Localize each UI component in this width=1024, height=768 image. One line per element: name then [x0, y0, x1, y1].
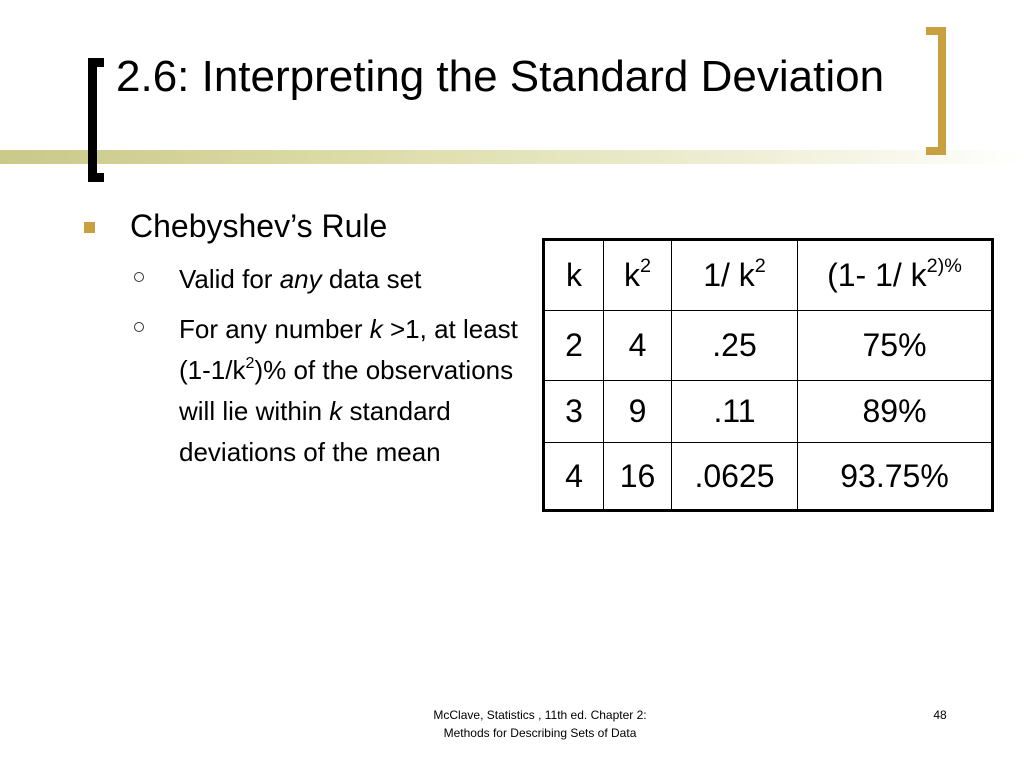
text-run: data set [321, 264, 422, 294]
title-decor-band [0, 150, 1024, 164]
table-cell: 75% [798, 311, 993, 381]
header-cell: (1- 1/ $k^{2)\%}$ [798, 240, 993, 311]
text-run: For any number [179, 314, 370, 344]
ring-bullet-icon [134, 322, 144, 332]
table-cell: .0625 [672, 443, 798, 511]
footer-line: Methods for Describing Sets of Data [443, 726, 637, 740]
table-cell: 16 [604, 443, 672, 511]
footer-citation [395, 706, 685, 742]
header-cell: k [544, 240, 604, 311]
chebyshev-table [542, 238, 994, 512]
table-row [544, 311, 993, 381]
sub-bullet-valid [134, 259, 524, 300]
table-cell: .11 [672, 381, 798, 443]
left-bracket-decor [88, 58, 104, 182]
table-cell: 2 [544, 311, 604, 381]
page-number: 48 [933, 708, 947, 722]
variable-k: k [369, 314, 383, 344]
footer-line: McClave, Statistics , 11th ed. Chapter 2: [433, 708, 647, 722]
text-run: >1, at least (1-1/k [179, 314, 518, 385]
table-row [544, 381, 993, 443]
text-run: Valid for [179, 264, 280, 294]
table-cell: 4 [604, 311, 672, 381]
table-row [544, 443, 993, 511]
sub-bullet-text [179, 259, 524, 300]
table-cell: 3 [544, 381, 604, 443]
right-bracket-decor [926, 27, 946, 155]
slide-title: 2.6: Interpreting the Standard Deviation [116, 52, 885, 101]
table-cell: 9 [604, 381, 672, 443]
exponent: 2 [245, 353, 255, 372]
table-header-row [544, 240, 993, 311]
variable-k: k [329, 396, 343, 426]
bullet-text: Chebyshev’s Rule [130, 208, 388, 244]
text-run: standard deviations of the mean [179, 396, 451, 467]
square-bullet-icon [84, 222, 95, 233]
header-cell: 1/ $k^2$ [672, 240, 798, 311]
table-cell: 89% [798, 381, 993, 443]
table-cell: 4 [544, 443, 604, 511]
ring-bullet-icon [134, 272, 144, 282]
sub-bullet-text [179, 309, 524, 473]
text-run: )% of the observations will lie within [179, 355, 514, 426]
sub-bullet-rule [134, 309, 524, 559]
table-cell: .25 [672, 311, 798, 381]
header-cell: $k^2$ [604, 240, 672, 311]
table-cell: 93.75% [798, 443, 993, 511]
emphasis-any: any [279, 264, 322, 294]
